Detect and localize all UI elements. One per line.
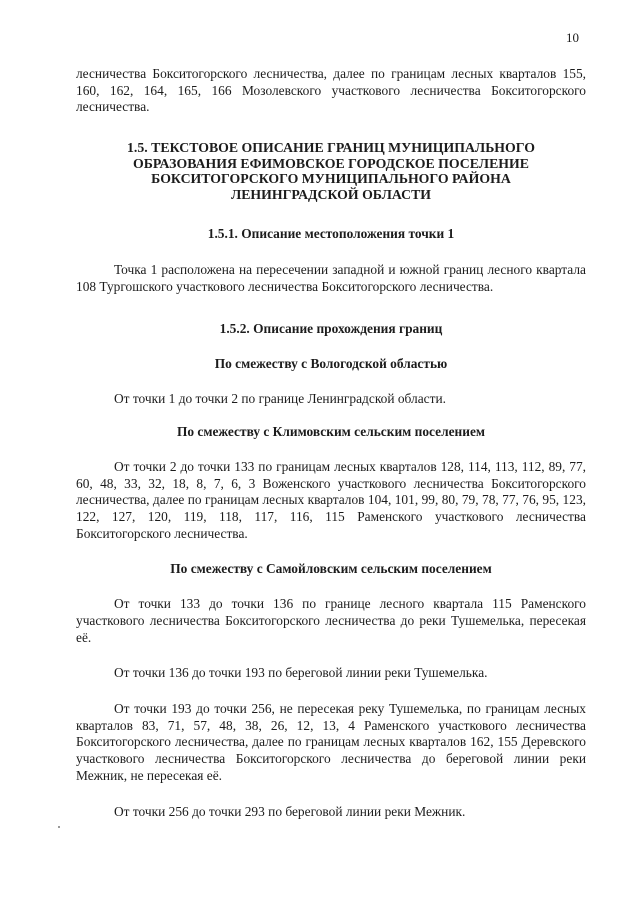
paragraph-samoilovo-3: От точки 193 до точки 256, не пересекая реку Тушемелька, по границам лесных кварталов 83, 71, 57, 48, 38, 26, 12, 13, 4 Раменского участкового лесничества Бокситогорского лесничества, далее по границам лесных кварталов 162, 155 Деревского участкового лесничества Бокситогорского лесничества до береговой линии реки Межник, не пересекая её. (76, 701, 586, 783)
page-number: 10 (566, 30, 579, 45)
document-page (76, 66, 586, 820)
subheading-klimovo: По смежеству с Климовским сельским поселением (176, 424, 486, 440)
scan-artifact (58, 826, 60, 828)
intro-paragraph (76, 66, 586, 116)
paragraph-samoilovo-1: От точки 133 до точки 136 по границе лесного квартала 115 Раменского участкового лесничества Бокситогорского лесничества до реки Тушемелька, пересекая её. (76, 596, 586, 645)
intro-line: лесничества Бокситогорского лесничества, далее по границам лесных кварталов (76, 66, 557, 81)
paragraph-samoilovo-4: От точки 256 до точки 293 по береговой линии реки Межник. (114, 803, 466, 819)
intro-line: 155, 160, 162, 164, 165, 166 Мозолевского участкового лесничества (76, 66, 586, 98)
paragraph-samoilovo-2: От точки 136 до точки 193 по береговой линии реки Тушемелька. (114, 665, 488, 681)
intro-line: Бокситогорского лесничества. (76, 82, 586, 115)
paragraph-klimovo: От точки 2 до точки 133 по границам лесных кварталов 128, 114, 113, 112, 89, 77, 60, 48, 33, 32, 18, 8, 7, 6, 3 Воженского участкового лесничества Бокситогорского лесничества, далее по границам лесных кварталов 104, 101, 99, 80, 79, 78, 77, 76, 95, 123, 122, 127, 120, 119, 118, 117, 116, 115 Раменского участкового лесничества Бокситогорского лесничества. (76, 459, 586, 541)
subheading-samoilovo: По смежеству с Самойловским сельским поселением (170, 560, 492, 576)
section-heading-1-5-2: 1.5.2. Описание прохождения границ (219, 321, 443, 337)
chapter-heading-line: БОКСИТОГОРСКОГО МУНИЦИПАЛЬНОГО РАЙОНА (151, 171, 511, 187)
subheading-vologda: По смежеству с Вологодской областью (214, 355, 448, 371)
chapter-heading-line: ОБРАЗОВАНИЯ ЕФИМОВСКОЕ ГОРОДСКОЕ ПОСЕЛЕНИЕ (133, 155, 529, 171)
chapter-heading (76, 140, 586, 202)
paragraph-vologda: От точки 1 до точки 2 по границе Ленинградской области. (114, 390, 446, 406)
chapter-heading-line: 1.5. ТЕКСТОВОЕ ОПИСАНИЕ ГРАНИЦ МУНИЦИПАЛЬНОГО (127, 140, 535, 156)
chapter-heading-line: ЛЕНИНГРАДСКОЙ ОБЛАСТИ (230, 186, 432, 202)
point-1-description: Точка 1 расположена на пересечении западной и южной границ лесного квартала 108 Тургошского участкового лесничества Бокситогорского лесничества. (76, 261, 586, 294)
section-heading-1-5-1: 1.5.1. Описание местоположения точки 1 (207, 226, 455, 242)
